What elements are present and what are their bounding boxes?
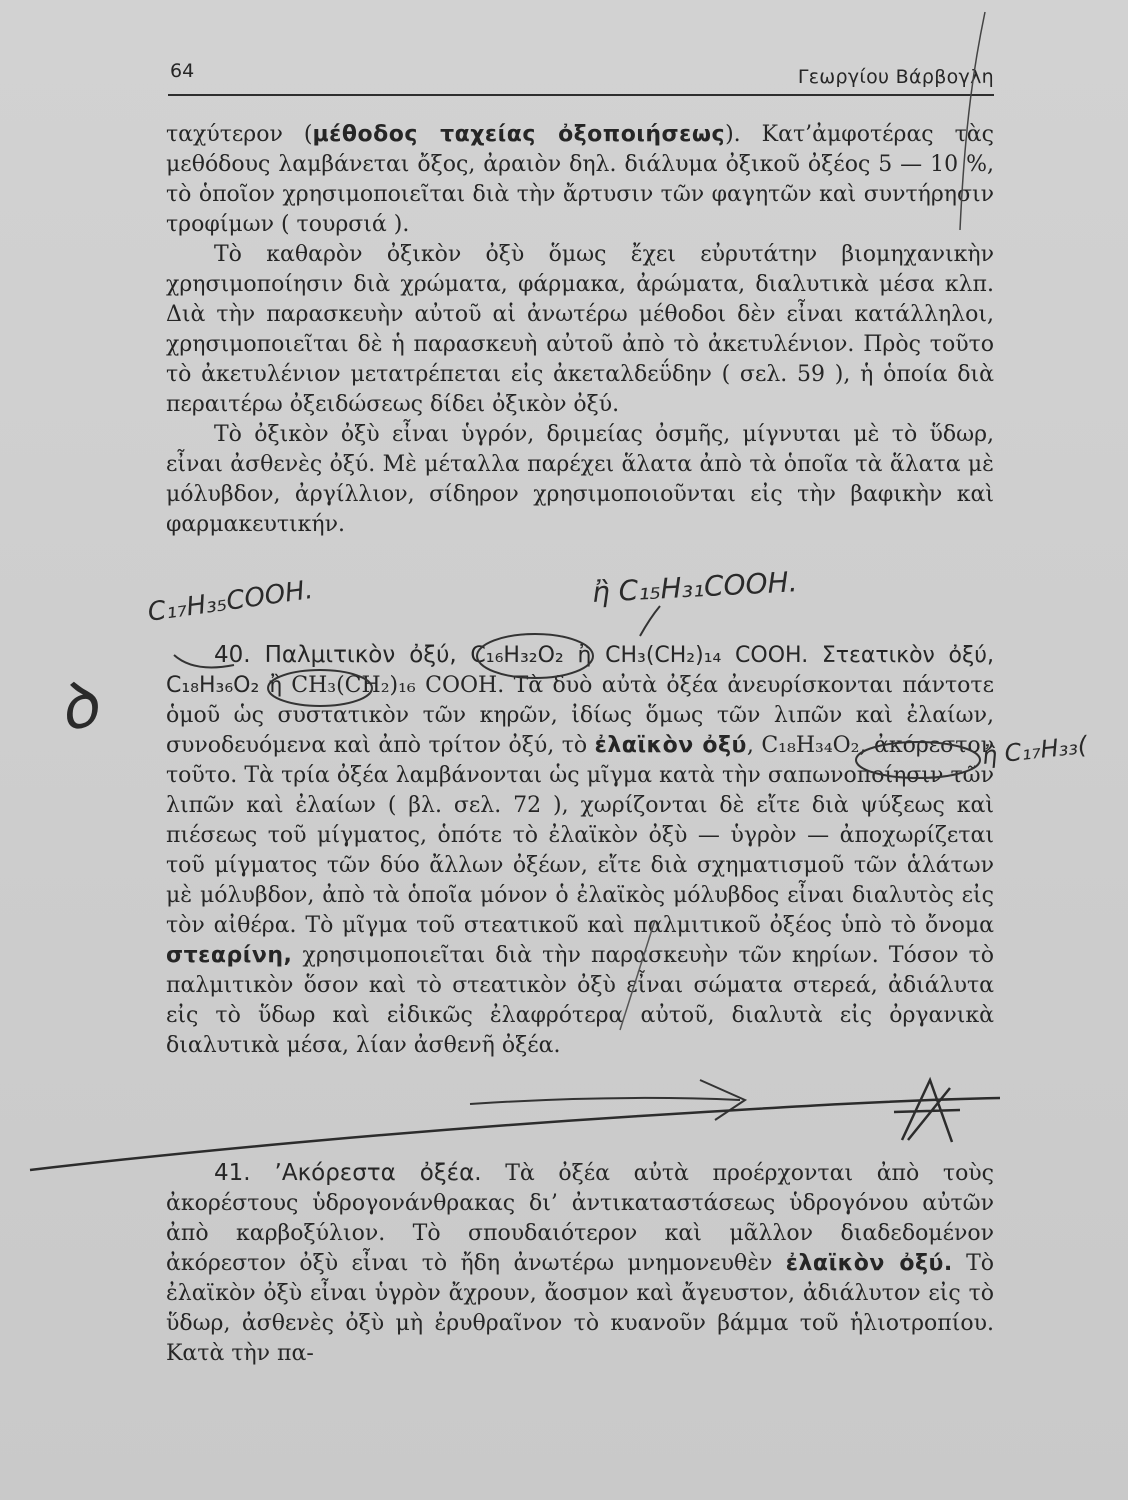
paragraph-properties: Τὸ ὀξικὸν ὀξὺ εἶναι ὑγρόν, δριμείας ὀσμῆς, μίγνυται μὲ τὸ ὕδωρ, εἶναι ἀσθενὲς ὀξύ. Μὲ μέταλλα παρέχει ἅλατα ἀπὸ τὰ ὁποῖα τὰ ἅλατα μὲ μόλυβδον, ἀργίλλιον, σίδηρον χρησιμοποιοῦνται εἰς τὴν βαφικὴν καὶ φαρμακευτικήν. [166,422,994,537]
paragraph-text: χρησιμοποιεῖται διὰ τὴν παρασκευὴν τῶν κηρίων. Τόσον τὸ παλμιτικὸν ὅσον καὶ τὸ στεατικὸν ὀξὺ εἶναι σώματα στερεά, ἀδιάλυτα εἰς τὸ ὕδωρ καὶ εἰδικῶς ἐλαφρότερα αὐτοῦ, διαλυτὰ εἰς ὀργανικὰ διαλυτικὰ μέσα, λίαν ἀσθενῆ ὀξέα. [166,943,994,1058]
section-40 [166,640,994,1061]
pencil-star-mark [894,1080,960,1142]
paragraph-text: ταχύτερον ( [166,122,313,147]
stearin-term: στεαρίνη, [166,943,293,968]
page-header [168,56,994,96]
section-41-heading: 41. ʼΑκόρεστα ὀξέα. [214,1160,482,1186]
fast-method-term: μέθοδος ταχείας ὀξοποιήσεως [312,122,726,147]
oleic-formula: , C₁₈H₃₄O₂, [746,733,867,758]
paragraph-text: ἢ CH₃(CH₂)₁₄ COOH. Στεατικὸν ὀξύ, [563,643,994,668]
section-41 [166,1158,994,1369]
paragraph-text: ἀκόρεστον τοῦτο. Τὰ τρία ὀξέα λαμβάνονται ὡς μῖγμα κατὰ τὴν σαπωνοποίησιν τῶν λιπῶν καὶ ἐλαίων ( βλ. σελ. 72 ), χωρίζονται δὲ εἴτε διὰ ψύξεως καὶ πιέσεως τοῦ μίγματος, ὁπότε τὸ ἐλαϊκὸν ὀξὺ — ὑγρὸν — ἀποχωρίζεται τοῦ μίγματος τῶν δύο ἄλλων ὀξέων, εἴτε διὰ σχηματισμοῦ τῶν ἁλάτων μὲ μόλυβδον, ἀπὸ τὰ ὁποῖα μόνον ὁ ἐλαϊκὸς μόλυβδος εἶναι διαλυτὸς εἰς τὸν αἰθέρα. Τὸ μῖγμα τοῦ στεατικοῦ καὶ παλμιτικοῦ ὀξέος ὑπὸ τὸ ὄνομα [166,733,994,938]
palmitic-pointer [640,606,660,636]
handwritten-stearic-note: C₁₇H₃₅COOH. [145,575,315,628]
paragraph-text: ). Κατ’ἀμφοτέρας τὰς μεθόδους λαμβάνεται ὄξος, ἀραιὸν δηλ. διάλυμα ὀξικοῦ ὀξέος 5 — 10 %, τὸ ὁποῖον χρησιμοποιεῖται διὰ τὴν ἄρτυσιν τῶν φαγητῶν καὶ συντήρησιν τροφίμων ( τουρσιά ). [166,122,994,237]
section-41-paragraph [166,1158,994,1369]
paragraph-vinegar [166,120,994,240]
running-head: Γεωργίου Βάρβογλη [797,66,994,88]
handwritten-palmitic-note: ἢ C₁₅H₃₁COOH. [591,565,799,609]
oleic-acid-term: ἐλαϊκὸν ὀξύ [594,733,747,758]
palmitic-formula: C₁₆H₃₂O₂ [470,643,564,668]
page-number: 64 [170,60,195,82]
paragraph-text: Τὸ ἐλαϊκὸν ὀξὺ εἶναι ὑγρὸν ἄχρουν, ἄοσμον καὶ ἄγευστον, ἀδιάλυτον εἰς τὸ ὕδωρ, ἀσθενὲς ὀξὺ μὴ ἐρυθραῖνον τὸ κυανοῦν βάμμα τοῦ ἡλιοτροπίου. Κατὰ τὴν πα- [166,1251,994,1366]
paragraph-text: ἢ CH₃(CH₂)₁₆ COOH. Τὰ δυὸ αὐτὰ ὀξέα ἀνευρίσκονται πάντοτε ὁμοῦ ὡς συστατικὸν τῶν κηρῶν, ἰδίως ὅμως τῶν λιπῶν καὶ ἐλαίων, συνοδευόμενα καὶ ἀπὸ τρίτον ὀξύ, τὸ [166,673,994,758]
acetic-acid-block [166,120,994,540]
paragraph-industrial-use: Τὸ καθαρὸν ὀξικὸν ὀξὺ ὅμως ἔχει εὐρυτάτην βιομηχανικὴν χρησιμοποίησιν διὰ χρώματα, φάρμακα, ἀρώματα, διαλυτικὰ μέσα κλπ. Διὰ τὴν παρασκευὴν αὐτοῦ αἱ ἀνωτέρω μέθοδοι δὲν εἶναι κατάλληλοι, χρησιμοποιεῖται δὲ ἡ παρασκευὴ αὐτοῦ ἀπὸ τὸ ἀκετυλένιον. Πρὸς τοῦτο τὸ ἀκετυλένιον μετατρέπεται εἰς ἀκεταλδεΰδην ( σελ. 59 ), ἡ ὁποία διὰ περαιτέρω ὀξειδώσεως δίδει ὀξικὸν ὀξύ. [166,242,994,417]
stearic-formula: C₁₈H₃₆O₂ [166,673,260,698]
handwritten-margin-mark: ꝺ [51,666,104,748]
handwritten-oleic-note: ἢ C₁₇H₃₃( [980,731,1089,770]
pencil-arrow [700,1080,745,1120]
pencil-underline [470,1098,740,1104]
oleic-acid-term: ἐλαϊκὸν ὀξύ. [785,1251,953,1276]
section-40-heading: 40. Παλμιτικὸν ὀξύ, [214,642,457,668]
section-40-paragraph [166,640,994,1061]
paragraph-text: Τὰ ὀξέα αὐτὰ προέρχονται ἀπὸ τοὺς ἀκορέστους ὑδρογονάνθρακας δι’ ἀντικαταστάσεως ὑδρογόνου αὐτῶν ἀπὸ καρβοξύλιον. Τὸ σπουδαιότερον καὶ μᾶλλον διαδεδομένον ἀκόρεστον ὀξὺ εἶναι τὸ ἤδη ἀνωτέρω μνημονευθὲν [166,1161,995,1276]
